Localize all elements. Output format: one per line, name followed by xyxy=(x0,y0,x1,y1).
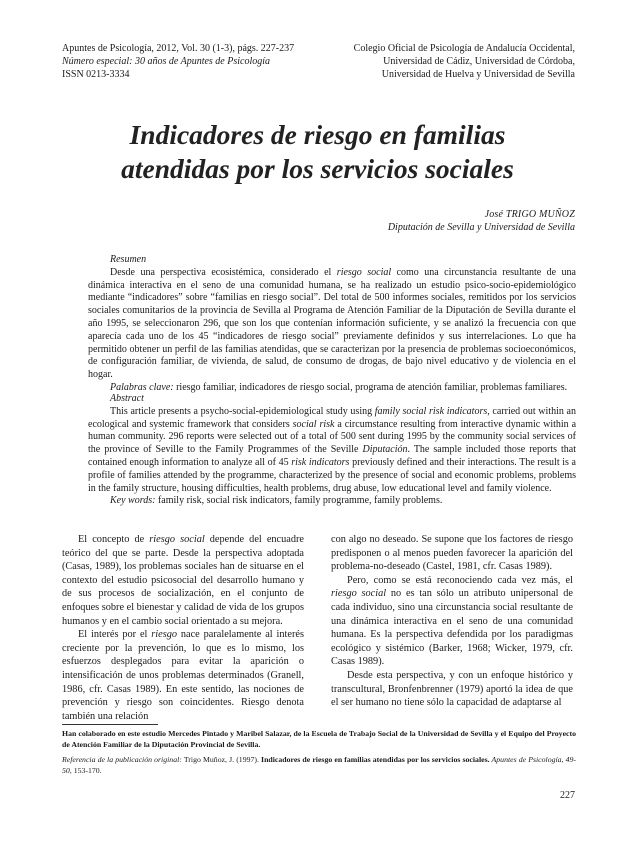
keywords-list: riesgo familiar, indicadores de riesgo social, programa de atención familiar, problemas familiares. xyxy=(173,381,568,393)
body-text: El concepto de xyxy=(78,534,150,545)
body-text: Pero, como se está reconociendo cada vez más, el xyxy=(347,574,573,586)
journal-citation: Apuntes de Psicología, 2012, Vol. 30 (1-3), págs. 227-237 xyxy=(62,43,295,54)
reference-label: Referencia de la publicación original: xyxy=(62,755,182,764)
body-text: El interés por el xyxy=(78,629,152,641)
reference-pages: 153-170. xyxy=(71,765,102,775)
title-line-2: atendidas por los servicios sociales xyxy=(121,153,514,184)
resumen-text-part: Desde una perspectiva ecosistémica, considerado el xyxy=(110,266,337,278)
article-title xyxy=(60,118,575,186)
footnote-divider xyxy=(62,724,158,725)
page-number: 227 xyxy=(560,790,575,801)
reference-author: Trigo Muñoz, J. (1997). xyxy=(181,755,262,764)
abstract-text xyxy=(88,406,576,496)
author-affiliation: Diputación de Sevilla y Universidad de Sevilla xyxy=(387,222,575,233)
reference-journal: Apuntes de Psicología, 49-50, xyxy=(62,755,577,775)
resumen-block xyxy=(88,254,576,395)
abstract-text-part: . The sample included those reports that contained enough information to analyze all of 45 xyxy=(88,444,576,468)
title-line-1: Indicadores de riesgo en familias xyxy=(129,119,506,150)
keywords-list: family risk, social risk indicators, family programme, family problems. xyxy=(155,495,443,507)
body-paragraph xyxy=(331,574,573,669)
body-column-right xyxy=(331,533,573,710)
body-emphasis: riesgo social xyxy=(331,588,387,600)
keywords-label: Palabras clave: xyxy=(110,381,174,393)
body-paragraph: Desde esta perspectiva, y con un enfoque histórico y transcultural, Bronfenbrenner (1979) aportó la idea de que el ser humano no tiene sólo la capacidad de adaptarse al xyxy=(331,669,573,709)
special-issue-note: Número especial: 30 años de Apuntes de Psicología xyxy=(62,56,271,67)
reference-title: Indicadores de riesgo en familias atendidas por los servicios sociales. xyxy=(261,755,490,764)
body-paragraph: con algo no deseado. Se supone que los factores de riesgo predisponen o al menos pueden favorecer la aparición del problema-no-deseado (Castel, 1981, cfr. Casas 1989). xyxy=(331,534,573,573)
abstract-emphasis: risk indicators xyxy=(291,456,350,468)
abstract-emphasis: family social risk indicators xyxy=(374,405,488,417)
issn: ISSN 0213-3334 xyxy=(62,69,130,80)
publisher-line-2: Universidad de Cádiz, Universidad de Córdoba, xyxy=(383,56,575,67)
body-emphasis: riesgo social xyxy=(149,534,205,545)
body-text: no es tan sólo un atributo unipersonal de cada individuo, sino una circunstancia social resultante de una dinámica interactiva en el seno de una comunidad humana. Es la perspectiva defendida por los paradigmas ecológico y sistémico (Barker, 1968; Wicker, 1979, cfr. Casas 1989). xyxy=(331,588,574,668)
abstract-text-part: , carried out within an ecological and systemic framework that considers xyxy=(88,405,576,430)
acknowledgement-footnote: Han colaborado en este estudio Mercedes Pintado y Maribel Salazar, de la Escuela de Trabajo Social de la Universidad de Sevilla y el Equipo del Proyecto de Atención Familiar de la Diputación Provincial de Sevilla. xyxy=(62,729,576,749)
body-paragraph xyxy=(62,533,304,628)
publisher-line-3: Universidad de Huelva y Universidad de Sevilla xyxy=(381,69,575,80)
body-column-left xyxy=(62,533,304,723)
body-text: nace paralelamente al interés creciente por la prevención, lo que es lo mismo, los esfuerzos desplegados para evitar la aparición o intensificación de unos problemas determinados (Granell, 1986, cfr. Casas 1989). En este sentido, las nociones de prevención y riesgo son coincidentes. Riesgo denota también una relación xyxy=(62,629,304,722)
resumen-heading: Resumen xyxy=(110,254,147,265)
resumen-text xyxy=(88,267,576,382)
original-reference-footnote xyxy=(62,755,576,776)
abstract-text-part: a circumstance resulting from interactive dynamic within a human community. 296 reports were selected out of a total of 500 sent during 1995 by the community social services of the province of Seville to the Family Programmes of the Seville xyxy=(88,418,577,456)
abstract-heading: Abstract xyxy=(110,393,144,404)
resumen-text-part: como una circunstancia resultante de una dinámica interactiva en el seno de una comunidad humana, se ha realizado un estudio psico-socio-epidemiológico mediante “indicadores” sobre “familias en riesgo social”. Del total de 500 informes sociales, remitidos por los servicios sociales comunitarios de la provincia de Sevilla al Programa de Atención Familiar de la Diputación de Sevilla durante el año 1995, se seleccionaron 296, que son los que contenían información suficiente, y se analizó la frecuencia con que aparecía cada uno de los 45 “indicadores de riesgo social” previamente definidos y sus interrelaciones. Lo que ha permitido obtener un perfil de las familias atendidas, que se caracterizan por la presencia de problemas socioeconómicos, de configuración familiar, de vivienda, de salud, de consumo de drogas, de bajo nivel educativo y de violencia en el hogar. xyxy=(88,266,576,381)
resumen-emphasis: riesgo social xyxy=(336,266,392,278)
body-emphasis: riesgo xyxy=(151,629,178,641)
author-block xyxy=(388,208,575,234)
abstract-emphasis: social risk xyxy=(292,418,335,430)
body-text: depende del encuadre teórico del que se parte. Desde la perspectiva adoptada (Casas, 1989), los problemas sociales han de situarse en el contexto del estudio psicosocial del desarrollo humano y de sus procesos de socialización, en el conjunto de enfoques sobre el bienestar y calidad de vida de los grupos humanos y en el cambio social orientado a su mejora. xyxy=(62,534,304,627)
abstract-keywords xyxy=(88,495,576,508)
abstract-text-part: previously defined and their interactions. The result is a profile of families attended by the programme, characterized by the presence of social and economic problems, problems in the family structure, housing difficulties, health problems, drug abuse, low educational level and family violence. xyxy=(88,456,576,494)
abstract-block xyxy=(88,393,576,508)
publisher-line-1: Colegio Oficial de Psicología de Andalucía Occidental, xyxy=(353,43,575,54)
abstract-text-part: This article presents a psycho-social-epidemiological study using xyxy=(110,405,375,417)
author-name: José TRIGO MUÑOZ xyxy=(484,209,575,220)
keywords-label: Key words: xyxy=(110,495,156,507)
abstract-emphasis: Diputación xyxy=(362,444,408,456)
running-header-right xyxy=(315,42,575,81)
body-paragraph xyxy=(62,628,304,723)
